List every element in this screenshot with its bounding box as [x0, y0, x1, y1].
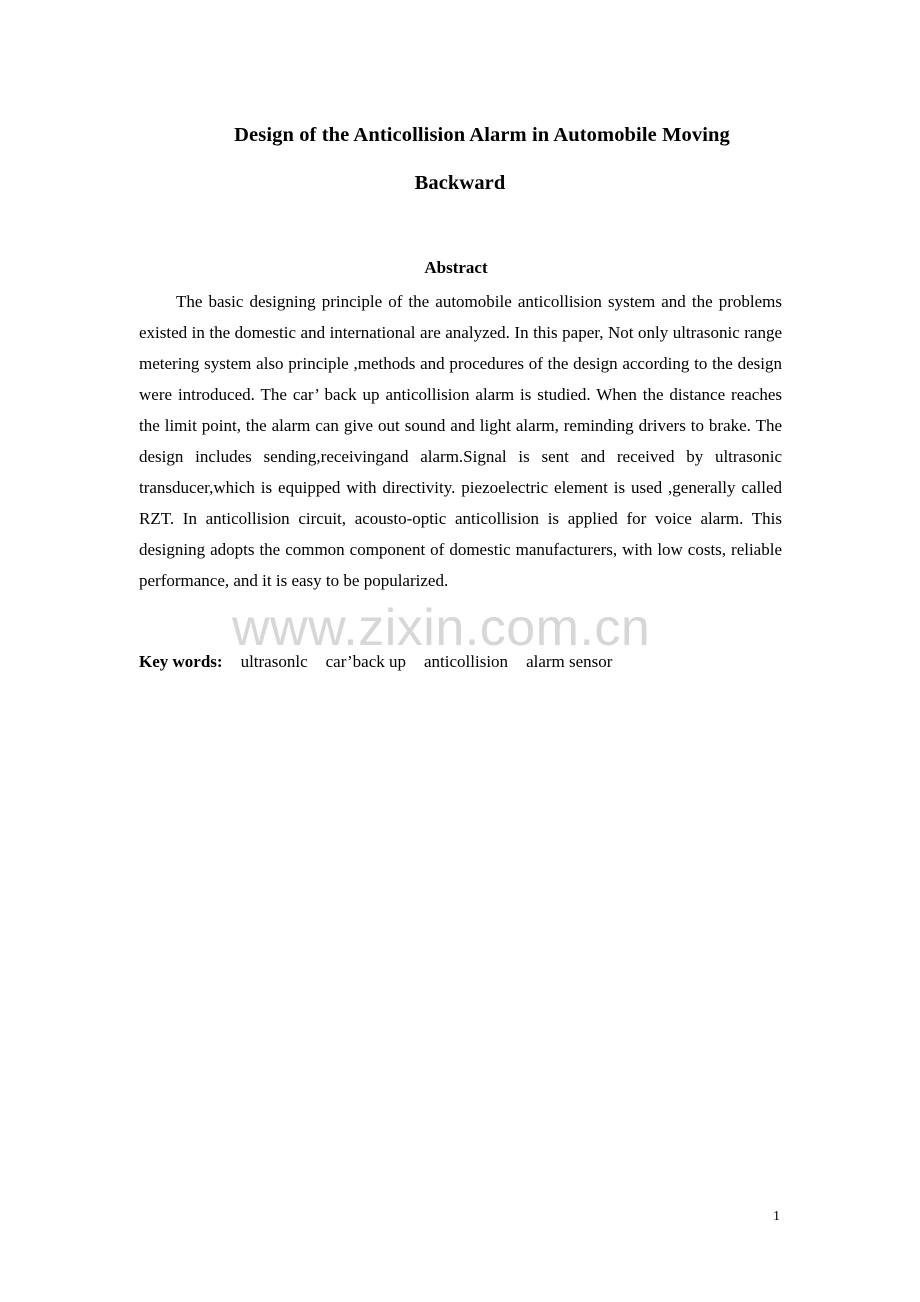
- keyword-item: alarm sensor: [526, 652, 613, 671]
- title-line-1: Design of the Anticollision Alarm in Automobile Moving: [234, 124, 730, 146]
- title-line-2: Backward: [414, 172, 506, 194]
- keywords-line: [139, 652, 630, 672]
- keyword-item: anticollision: [424, 652, 509, 671]
- keyword-item: car’back up: [325, 652, 407, 671]
- abstract-heading: Abstract: [424, 258, 488, 277]
- keywords-label: Key words:: [139, 652, 223, 671]
- keyword-item: ultrasonlc: [240, 652, 308, 671]
- abstract-body: The basic designing principle of the automobile anticollision system and the problems existed in the domestic and international are analyzed. In this paper, Not only ultrasonic range metering system also principle ,methods and procedures of the design according to the design were introduced. The car’ back up anticollision alarm is studied. When the distance reaches the limit point, the alarm can give out sound and light alarm, reminding drivers to brake. The design includes sending,receivingand alarm.Signal is sent and received by ultrasonic transducer,which is equipped with directivity. piezoelectric element is used ,generally called RZT. In anticollision circuit, acousto-optic anticollision is applied for voice alarm. This designing adopts the common component of domestic manufacturers, with low costs, reliable performance, and it is easy to be popularized.: [139, 292, 782, 590]
- page-number: 1: [773, 1209, 780, 1224]
- watermark: www.zixin.com.cn: [232, 599, 651, 657]
